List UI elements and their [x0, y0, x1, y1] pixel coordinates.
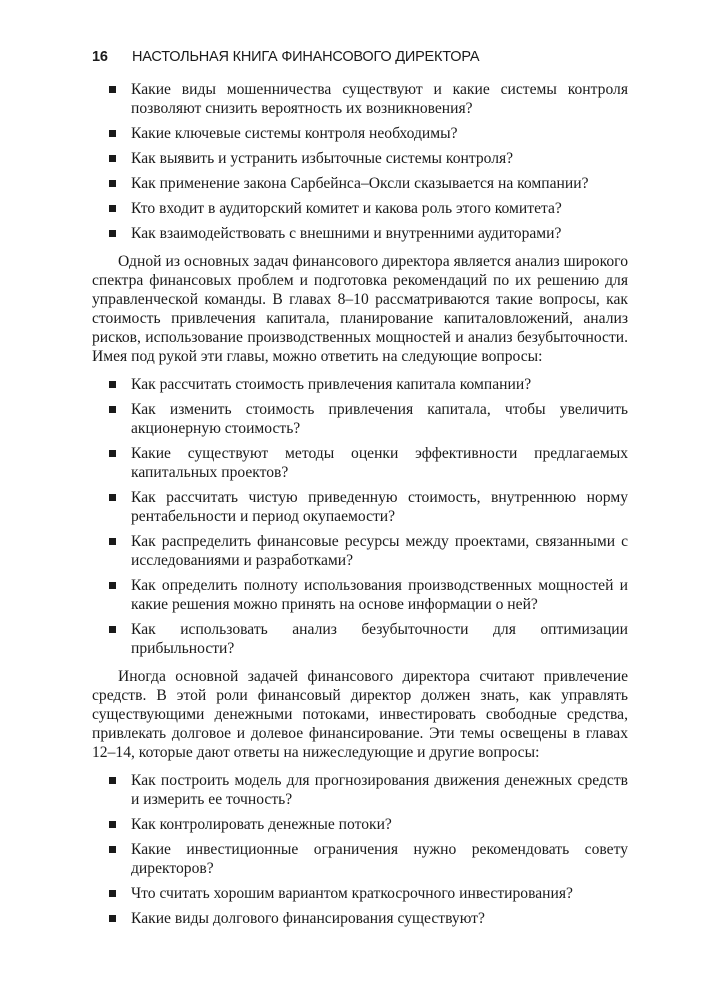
square-bullet-icon — [109, 406, 116, 413]
body-paragraph: Иногда основной задачей финансового директора считают привлечение средств. В этой роли финансовый директор должен знать, как управлять существующими денежными потоками, инвестировать свободные средства, привлекать долговое и долевое финансирование. Эти темы освещены в главах 12–14, которые дают ответы на нижеследующие и другие вопросы: — [92, 668, 628, 761]
list-item: Как взаимодействовать с внешними и внутренними аудиторами? — [92, 224, 628, 243]
square-bullet-icon — [109, 582, 116, 589]
square-bullet-icon — [109, 155, 116, 162]
square-bullet-icon — [109, 538, 116, 545]
list-item: Как построить модель для прогнозирования движения денежных средств и измерить ее точность? — [92, 771, 628, 809]
square-bullet-icon — [109, 821, 116, 828]
list-item: Что считать хорошим вариантом краткосрочного инвестирования? — [92, 884, 628, 903]
list-item: Как применение закона Сарбейнса–Оксли сказывается на компании? — [92, 174, 628, 193]
list-item: Как распределить финансовые ресурсы между проектами, связанными с исследованиями и разработками? — [92, 532, 628, 570]
square-bullet-icon — [109, 86, 116, 93]
list-item: Какие виды долгового финансирования существуют? — [92, 909, 628, 928]
question-list-controls — [92, 80, 628, 243]
page-body — [92, 80, 628, 934]
list-item: Как рассчитать стоимость привлечения капитала компании? — [92, 375, 628, 394]
page-header — [92, 49, 479, 65]
square-bullet-icon — [109, 626, 116, 633]
list-item: Какие виды мошенничества существуют и какие системы контроля позволяют снизить вероятность их возникновения? — [92, 80, 628, 118]
list-item: Как изменить стоимость привлечения капитала, чтобы увеличить акционерную стоимость? — [92, 400, 628, 438]
list-item: Как контролировать денежные потоки? — [92, 815, 628, 834]
square-bullet-icon — [109, 494, 116, 501]
square-bullet-icon — [109, 846, 116, 853]
list-item: Как использовать анализ безубыточности для оптимизации прибыльности? — [92, 620, 628, 658]
square-bullet-icon — [109, 180, 116, 187]
question-list-funding — [92, 771, 628, 928]
square-bullet-icon — [109, 130, 116, 137]
body-paragraph: Одной из основных задач финансового директора является анализ широкого спектра финансовых проблем и подготовка рекомендаций по их решению для управленческой команды. В главах 8–10 рассматриваются такие вопросы, как стоимость привлечения капитала, планирование капиталовложений, анализ рисков, использование производственных мощностей и анализ безубыточности. Имея под рукой эти главы, можно ответить на следующие вопросы: — [92, 253, 628, 365]
square-bullet-icon — [109, 890, 116, 897]
list-item: Какие существуют методы оценки эффективности предлагаемых капитальных проектов? — [92, 444, 628, 482]
square-bullet-icon — [109, 915, 116, 922]
square-bullet-icon — [109, 205, 116, 212]
page-number: 16 — [92, 49, 108, 65]
list-item: Как выявить и устранить избыточные системы контроля? — [92, 149, 628, 168]
square-bullet-icon — [109, 777, 116, 784]
square-bullet-icon — [109, 381, 116, 388]
question-list-analysis — [92, 375, 628, 658]
list-item: Как определить полноту использования производственных мощностей и какие решения можно принять на основе информации о ней? — [92, 576, 628, 614]
running-title: НАСТОЛЬНАЯ КНИГА ФИНАНСОВОГО ДИРЕКТОРА — [132, 49, 480, 65]
square-bullet-icon — [109, 230, 116, 237]
list-item: Как рассчитать чистую приведенную стоимость, внутреннюю норму рентабельности и период окупаемости? — [92, 488, 628, 526]
list-item: Какие инвестиционные ограничения нужно рекомендовать совету директоров? — [92, 840, 628, 878]
square-bullet-icon — [109, 450, 116, 457]
list-item: Какие ключевые системы контроля необходимы? — [92, 124, 628, 143]
list-item: Кто входит в аудиторский комитет и какова роль этого комитета? — [92, 199, 628, 218]
